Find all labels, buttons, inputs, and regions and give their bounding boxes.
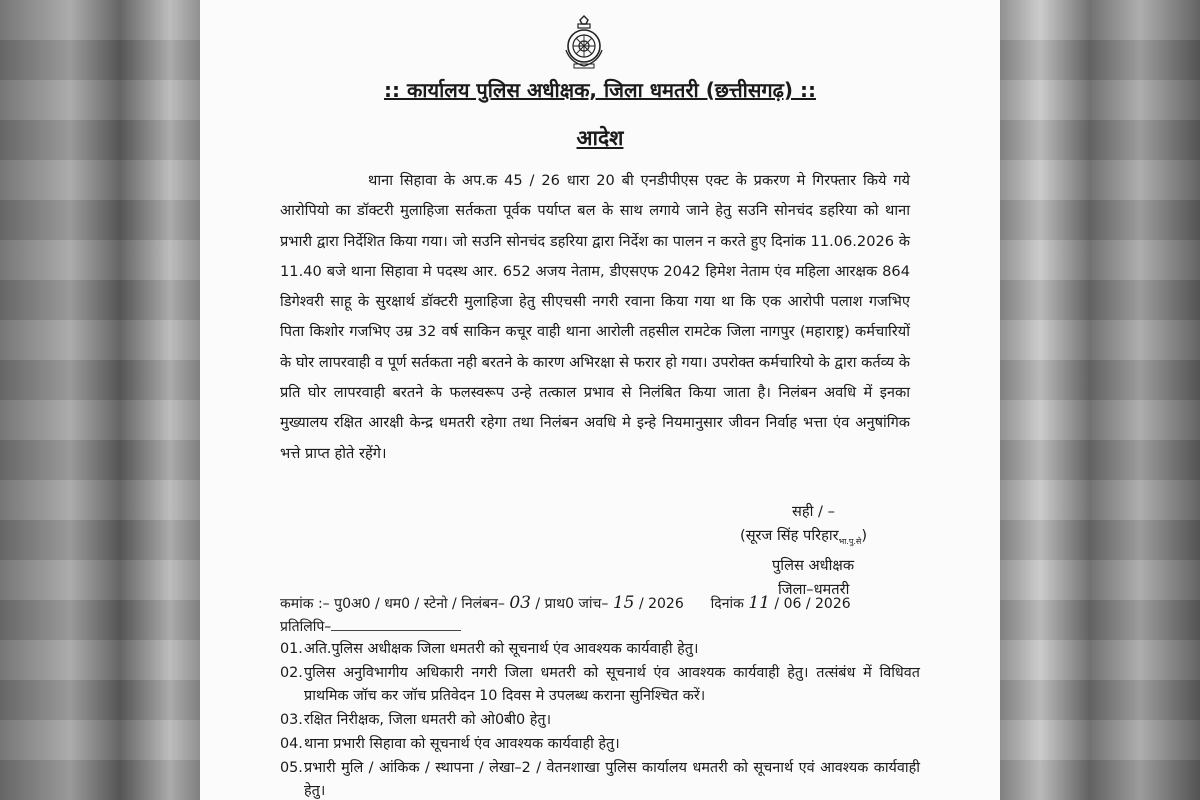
signatory-name-text: (सूरज सिंह परिहार xyxy=(740,527,839,544)
order-paragraph: थाना सिहावा के अप.क 45 / 26 धारा 20 बी एनडीपीएस एक्ट के प्रकरण मे गिरफ्तार किये गये आरोपियो का डॉक्टरी मुलाहिजा सर्तकता पूर्वक पर्याप्त बल के साथ लगाये जाने हेतु सउनि सोनचंद डहरिया को थाना प्रभारी द्वारा निर्देशित किया गया। जो सउनि सोनचंद डहरिया द्वारा निर्देश का पालन न करते हुए दिनांक 11.06.2026 के 11.40 बजे थाना सिहावा मे पदस्थ आर. 652 अजय नेताम, डीएसएफ 2042 हिमेश नेताम एंव महिला आरक्षक 864 डिगेश्वरी साहू के सुरक्षार्थ डॉक्टरी मुलाहिजा हेतु सीएचसी नगरी रवाना किया गया था कि एक आरोपी पलाश गजभिए पिता किशोर गजभिए उम्र 32 वर्ष साकिन कचूर वाही थाना आरोली तहसील रामटेक जिला नागपुर (महाराष्ट्र) कर्मचारियों के घोर लापरवाही व पूर्ण सर्तकता नही बरतने के कारण अभिरक्षा से फरार हो गया। उपरोक्त कर्मचारियो के द्वारा कर्तव्य के प्रति घोर लापरवाही बरतने के फलस्वरूप उन्हे तत्काल प्रभाव से निलंबित किया जाता है। निलंबन अवधि में इनका मुख्यालय रक्षित आरक्षी केन्द्र धमतरी रहेगा तथा निलंबन अवधि मे इन्हे नियमानुसार जीवन निर्वाह भत्ता एंव अनुषांगिक भत्ते प्राप्त होते रहेंगे। xyxy=(280,172,910,462)
date-label: दिनांक xyxy=(710,596,744,612)
reference-prefix: कमांक :– पु0अ0 / धम0 / स्टेनो / निलंबन– xyxy=(280,596,505,612)
signatory-name-close: ) xyxy=(861,527,868,544)
list-item-text: प्रभारी मुलि / आंकिक / स्थापना / लेखा–2 / वेतनशाखा पुलिस कार्यालय धमतरी को सूचनार्थ एवं आवश्यक कार्यवाही हेतु। xyxy=(304,760,920,799)
blurred-background-right xyxy=(1000,0,1200,800)
order-body xyxy=(280,166,910,469)
reference-middle: / प्राथ0 जांच– xyxy=(535,596,609,612)
list-item-number: 03. xyxy=(280,712,303,728)
list-item xyxy=(280,638,920,661)
signatory-designation: पुलिस अधीक्षक xyxy=(772,556,855,574)
order-heading xyxy=(200,124,1000,152)
office-header xyxy=(200,76,1000,103)
list-item-text: थाना प्रभारी सिहावा को सूचनार्थ एंव आवश्यक कार्यवाही हेतु। xyxy=(304,736,620,752)
signature-block xyxy=(740,500,960,602)
document-page xyxy=(200,0,1000,800)
list-item xyxy=(280,709,920,732)
signatory-name xyxy=(740,524,960,554)
copy-label-text: प्रतिलिपि– xyxy=(280,619,332,635)
inquiry-number: 15 xyxy=(612,593,635,613)
reference-line xyxy=(280,592,940,615)
copy-list xyxy=(280,638,920,800)
office-title: :: कार्यालय पुलिस अधीक्षक, जिला धमतरी (छत्तीसगढ़) :: xyxy=(383,78,816,102)
signed-mark: सही / – xyxy=(792,503,835,520)
list-item xyxy=(280,757,920,800)
signatory-district: जिला–धमतरी xyxy=(778,580,850,598)
list-item xyxy=(280,662,920,708)
list-item-number: 01. xyxy=(280,641,303,657)
date-day: 11 xyxy=(748,593,770,613)
signatory-service: भा.पु.से xyxy=(838,536,862,546)
list-item-number: 04. xyxy=(280,736,303,752)
list-item-text: अति.पुलिस अधीक्षक जिला धमतरी को सूचनार्थ एंव आवश्यक कार्यवाही हेतु। xyxy=(304,641,699,657)
list-item xyxy=(280,733,920,756)
list-item-text: पुलिस अनुविभागीय अधिकारी नगरी जिला धमतरी को सूचनार्थ एंव आवश्यक कार्यवाही हेतु। तत्संबंध में विधिवत प्राथमिक जॉच कर जॉच प्रतिवेदन 10 दिवस मे उपलब्ध कराना सुनिश्चित करें। xyxy=(304,665,920,704)
reference-year: / 2026 xyxy=(638,596,684,612)
reference-number: 03 xyxy=(509,593,531,613)
date-rest: / 06 / 2026 xyxy=(774,596,851,612)
copy-label-underline xyxy=(331,618,461,631)
order-title: आदेश xyxy=(576,126,624,150)
list-item-text: रक्षित निरीक्षक, जिला धमतरी को ओ0बी0 हेतु। xyxy=(304,712,552,728)
police-emblem-icon xyxy=(560,14,608,70)
blurred-background-left xyxy=(0,0,200,800)
list-item-number: 05. xyxy=(280,760,303,776)
copy-to-label xyxy=(280,616,461,638)
list-item-number: 02. xyxy=(280,665,303,681)
